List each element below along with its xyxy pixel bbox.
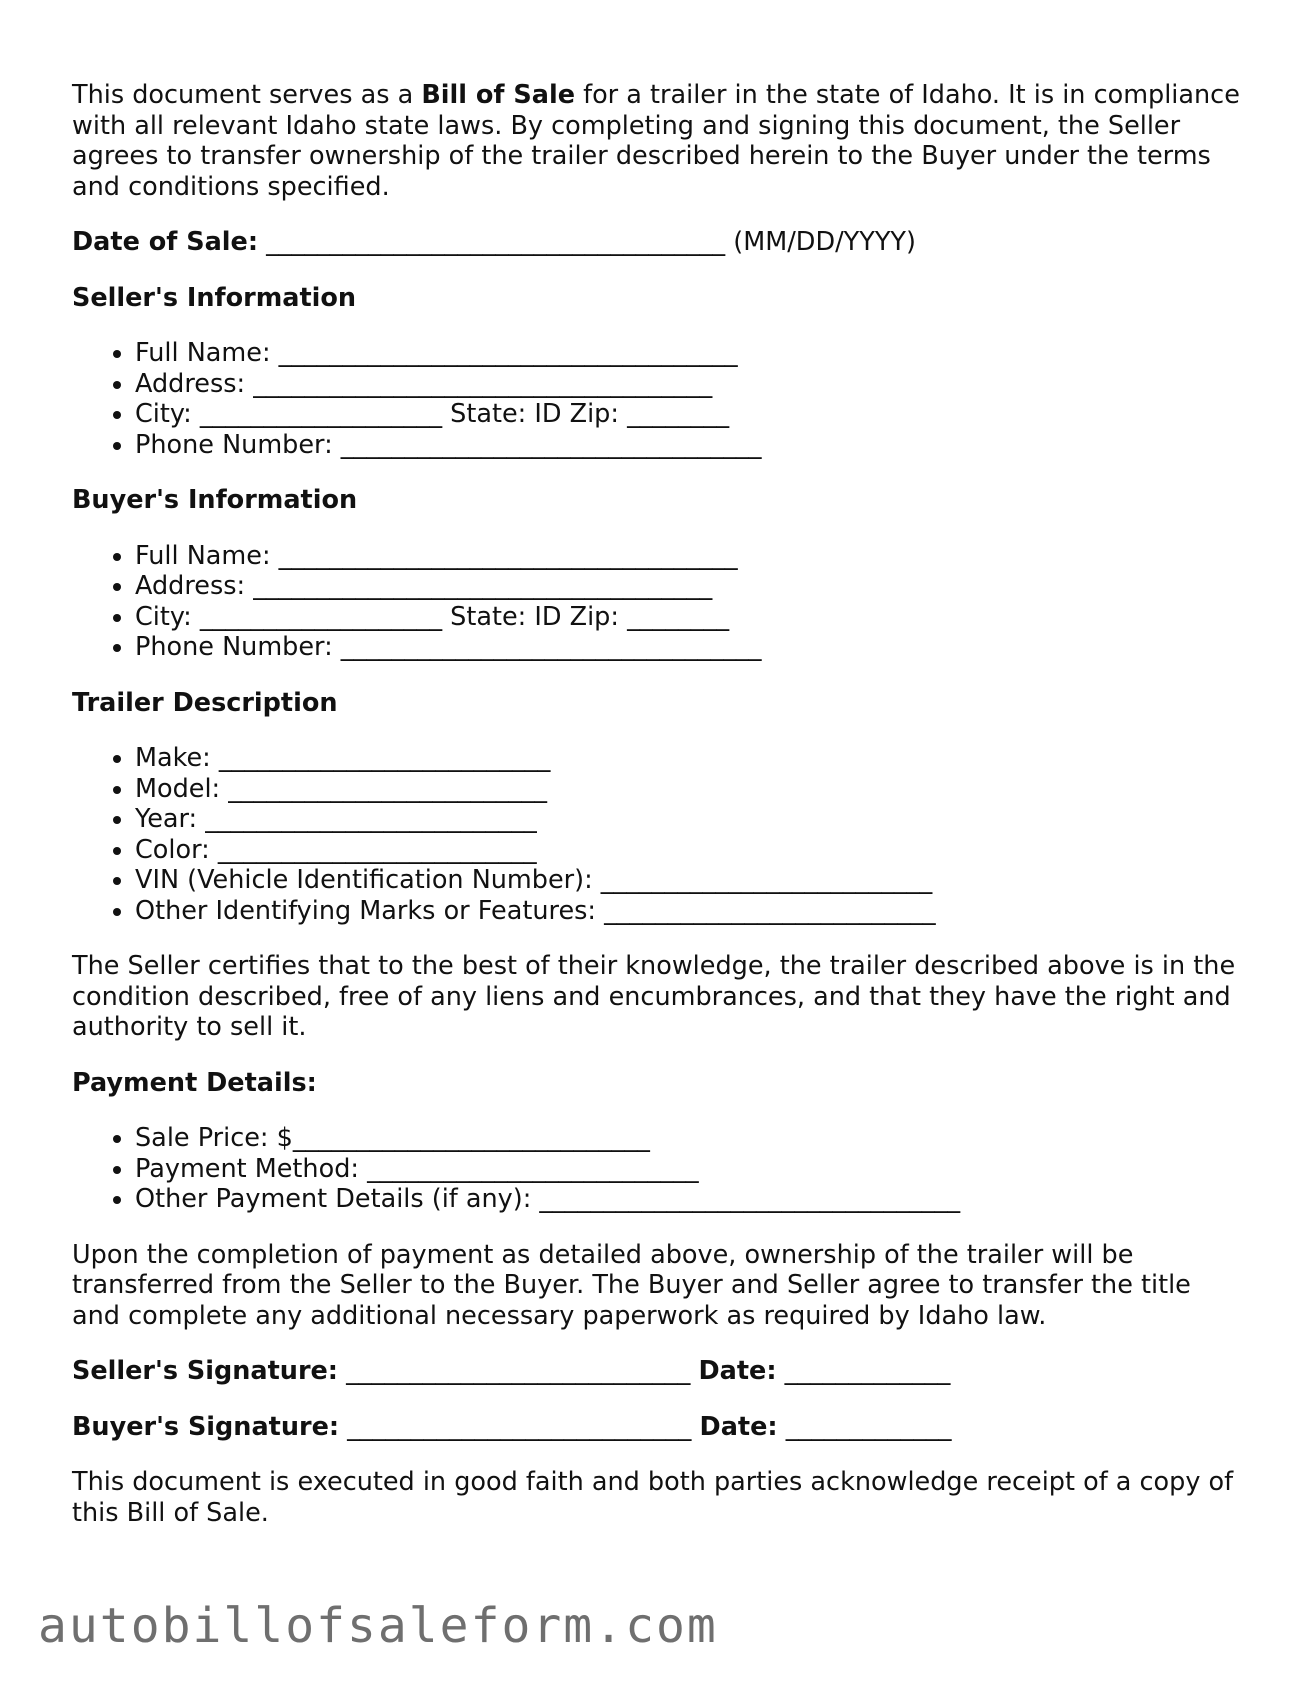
transfer-paragraph: Upon the completion of payment as detailed above, ownership of the trailer will be transferred from the Seller to the Buyer. The Buyer and Seller agree to transfer the title and complete any additional necessary paperwork as required by Idaho law. xyxy=(72,1239,1191,1331)
buyer-date-field[interactable]: _____________ xyxy=(777,1411,952,1442)
date-of-sale-label: Date of Sale: xyxy=(72,227,259,257)
seller-address-field[interactable]: • Address: ____________________________________ xyxy=(135,369,1242,400)
date-of-sale-line xyxy=(72,227,1242,258)
date-of-sale-field[interactable]: ____________________________________ xyxy=(258,227,726,257)
seller-phone-field[interactable]: • Phone Number: _________________________________ xyxy=(135,430,1242,461)
trailer-description-list xyxy=(72,743,1242,926)
seller-city-state-zip-field[interactable]: • City: ___________________ State: ID Zip: ________ xyxy=(135,399,1242,430)
buyer-info-list xyxy=(72,541,1242,663)
trailer-description-heading: Trailer Description xyxy=(72,687,338,718)
trailer-model-field[interactable]: • Model: _________________________ xyxy=(135,774,1242,805)
buyer-signature-field[interactable]: ___________________________ xyxy=(339,1411,700,1442)
buyer-signature-label: Buyer's Signature: xyxy=(72,1411,340,1442)
buyer-date-label: Date: xyxy=(699,1411,778,1442)
seller-date-field[interactable]: _____________ xyxy=(776,1356,951,1386)
website-watermark: autobillofsaleform.com xyxy=(38,1598,718,1654)
bill-of-sale-document xyxy=(72,80,1242,1553)
seller-signature-label: Seller's Signature: xyxy=(72,1356,339,1386)
trailer-color-field[interactable]: • Color: _________________________ xyxy=(135,835,1242,866)
seller-date-label: Date: xyxy=(698,1356,777,1386)
trailer-year-field[interactable]: • Year: __________________________ xyxy=(135,804,1242,835)
seller-info-heading: Seller's Information xyxy=(72,282,357,313)
buyer-signature-line xyxy=(72,1412,1242,1443)
intro-text-start: This document serves as a xyxy=(72,80,422,110)
trailer-vin-field[interactable]: • VIN (Vehicle Identification Number): __________________________ xyxy=(135,865,1242,896)
other-payment-details-field[interactable]: • Other Payment Details (if any): _________________________________ xyxy=(135,1184,1242,1215)
buyer-full-name-field[interactable]: • Full Name: ____________________________________ xyxy=(135,541,1242,572)
seller-signature-field[interactable]: ___________________________ xyxy=(338,1356,699,1386)
buyer-info-heading: Buyer's Information xyxy=(72,485,358,515)
buyer-city-state-zip-field[interactable]: • City: ___________________ State: ID Zip: ________ xyxy=(135,602,1242,633)
payment-details-list xyxy=(72,1123,1242,1215)
payment-method-field[interactable]: • Payment Method: __________________________ xyxy=(135,1154,1242,1185)
seller-full-name-field[interactable]: • Full Name: ____________________________________ xyxy=(135,338,1242,369)
date-format-hint: (MM/DD/YYYY) xyxy=(725,227,916,257)
seller-info-list xyxy=(72,338,1242,460)
intro-bold-title: Bill of Sale xyxy=(421,80,575,110)
certification-paragraph: The Seller certifies that to the best of their knowledge, the trailer described above is in the condition described, free of any liens and encumbrances, and that they have the right and authority to sell it. xyxy=(72,951,1236,1042)
sale-price-field[interactable]: • Sale Price: $____________________________ xyxy=(135,1123,1242,1154)
trailer-make-field[interactable]: • Make: __________________________ xyxy=(135,743,1242,774)
closing-paragraph: This document is executed in good faith and both parties acknowledge receipt of a copy of this Bill of Sale. xyxy=(72,1467,1234,1528)
seller-signature-line xyxy=(72,1356,1242,1387)
intro-text-end: for a trailer in the state of Idaho. It is in compliance with all relevant Idaho state laws. By completing and signing this document, the Seller agrees to transfer ownership of the trailer described herein to the Buyer under the terms and conditions specified. xyxy=(72,80,1240,202)
trailer-marks-field[interactable]: • Other Identifying Marks or Features: __________________________ xyxy=(135,896,1242,927)
payment-details-heading: Payment Details: xyxy=(72,1067,317,1098)
intro-paragraph xyxy=(72,80,1242,202)
buyer-address-field[interactable]: • Address: ____________________________________ xyxy=(135,571,1242,602)
buyer-phone-field[interactable]: • Phone Number: _________________________________ xyxy=(135,632,1242,663)
